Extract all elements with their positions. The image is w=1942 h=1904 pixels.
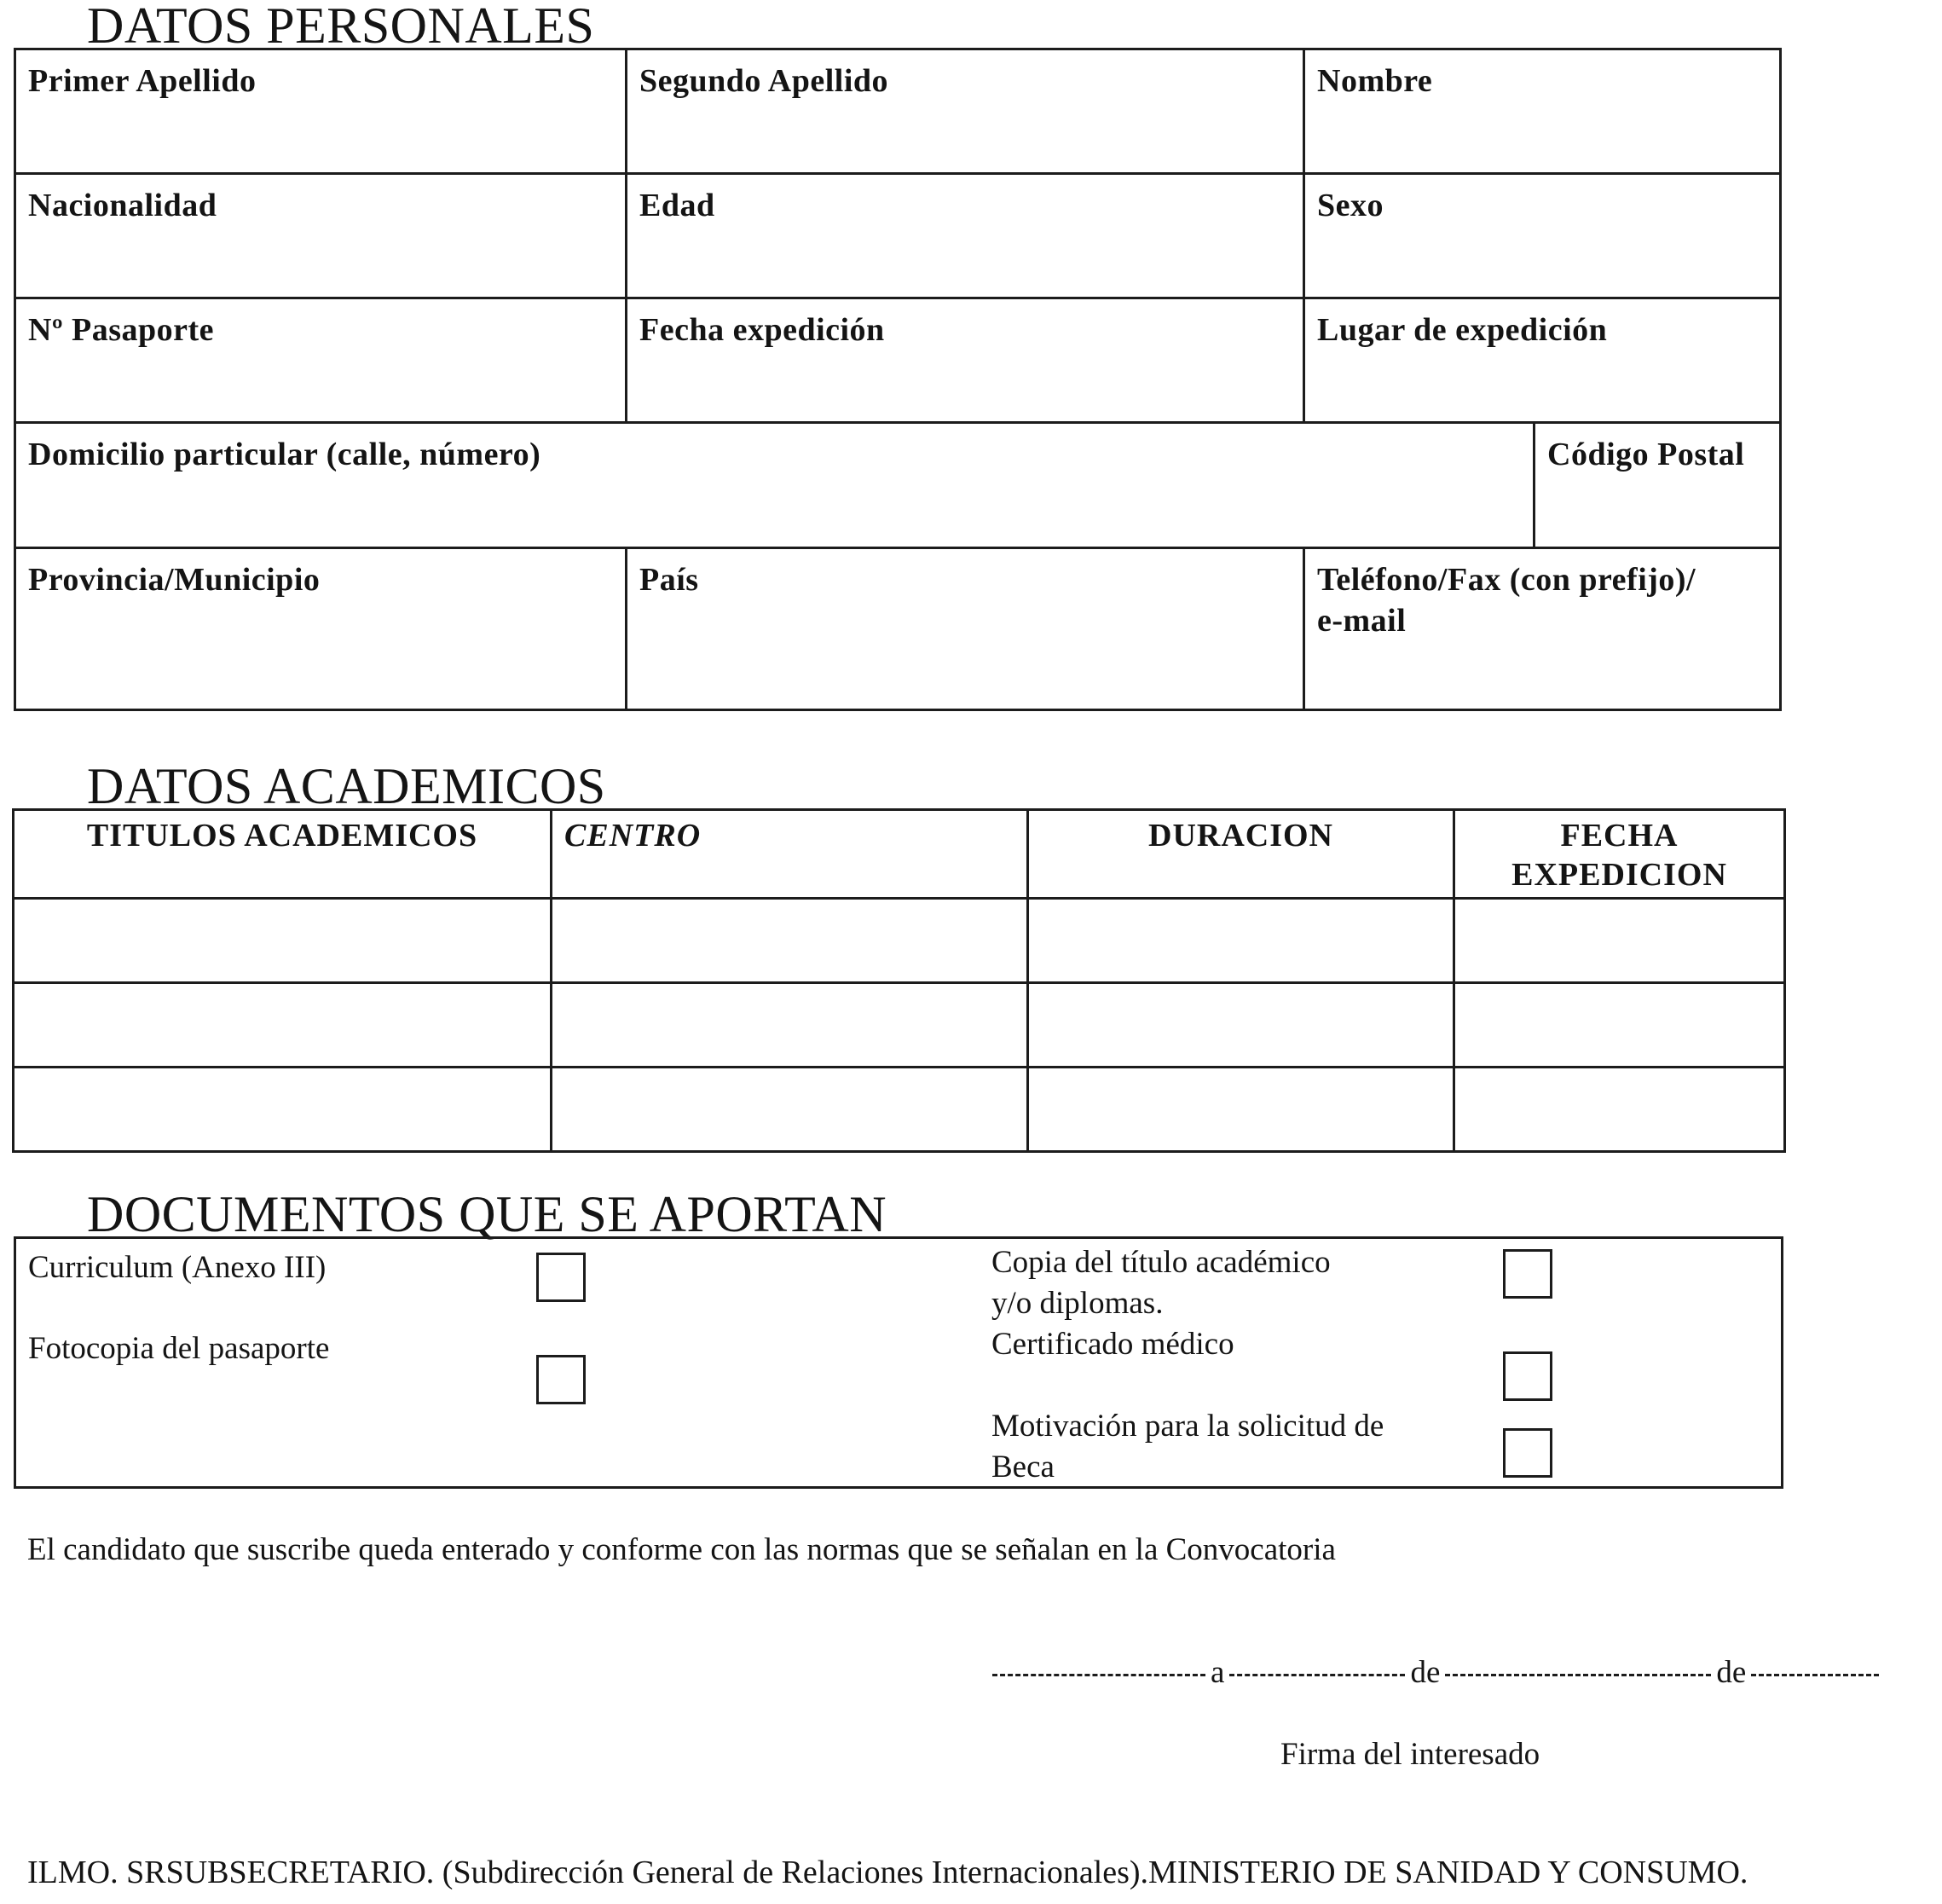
field-label: Lugar de expedición xyxy=(1317,312,1608,348)
table-cell[interactable] xyxy=(552,983,1028,1068)
field-provincia[interactable] xyxy=(16,549,627,709)
field-label: Sexo xyxy=(1317,188,1384,223)
field-segundo-apellido[interactable] xyxy=(627,50,1305,175)
field-label: Segundo Apellido xyxy=(639,63,889,99)
field-pais[interactable] xyxy=(627,549,1305,709)
field-telefono[interactable] xyxy=(1305,549,1779,709)
field-label: Nº Pasaporte xyxy=(28,312,215,348)
doc-label-curriculum: Curriculum (Anexo III) xyxy=(28,1250,327,1285)
date-sep-de: de xyxy=(1410,1655,1441,1690)
field-pasaporte[interactable] xyxy=(16,299,627,424)
table-cell[interactable] xyxy=(1454,983,1785,1068)
field-label: Fecha expedición xyxy=(639,312,885,348)
checkbox-motivacion[interactable] xyxy=(1503,1428,1552,1478)
field-nacionalidad[interactable] xyxy=(16,175,627,299)
section-title-personal: DATOS PERSONALES xyxy=(87,0,595,54)
table-cell[interactable] xyxy=(1028,983,1454,1068)
table-cell[interactable] xyxy=(14,899,552,983)
date-sep-de: de xyxy=(1716,1655,1747,1690)
table-cell[interactable] xyxy=(1454,1068,1785,1152)
field-edad[interactable] xyxy=(627,175,1305,299)
field-nombre[interactable] xyxy=(1305,50,1779,175)
field-sexo[interactable] xyxy=(1305,175,1779,299)
table-cell[interactable] xyxy=(552,1068,1028,1152)
place-blank[interactable] xyxy=(992,1674,1205,1676)
field-label: Domicilio particular (calle, número) xyxy=(28,437,541,472)
doc-label-motivacion: Motivación para la solicitud de Beca xyxy=(991,1409,1384,1484)
field-label: Teléfono/Fax (con prefijo)/ xyxy=(1317,562,1696,598)
checkbox-curriculum[interactable] xyxy=(536,1253,586,1302)
field-label: Nacionalidad xyxy=(28,188,217,223)
field-label: Edad xyxy=(639,188,715,223)
field-label: Primer Apellido xyxy=(28,63,257,99)
academic-data-table xyxy=(12,808,1786,1153)
statement-text: El candidato que suscribe queda enterado y conforme con las normas que se señalan en la Convocatoria xyxy=(27,1532,1336,1567)
field-primer-apellido[interactable] xyxy=(16,50,627,175)
field-label: País xyxy=(639,562,699,598)
footer-addressee: ILMO. SRSUBSECRETARIO. (Subdirección General de Relaciones Internacionales).MINISTERIO DE SANIDAD Y CONSUMO. xyxy=(27,1855,1748,1890)
documents-box xyxy=(14,1236,1783,1489)
signature-label: Firma del interesado xyxy=(1280,1737,1540,1772)
year-blank[interactable] xyxy=(1751,1674,1879,1676)
field-label: Provincia/Municipio xyxy=(28,562,321,598)
field-domicilio[interactable] xyxy=(16,424,1535,549)
doc-label-certificado: Certificado médico xyxy=(991,1327,1234,1362)
table-row xyxy=(14,899,1785,983)
table-cell[interactable] xyxy=(14,983,552,1068)
doc-label-copia-titulo: Copia del título académico y/o diplomas. xyxy=(991,1245,1331,1321)
table-cell[interactable] xyxy=(1028,1068,1454,1152)
checkbox-certificado[interactable] xyxy=(1503,1351,1552,1401)
column-header-titulos: TITULOS ACADEMICOS xyxy=(14,810,552,899)
table-cell[interactable] xyxy=(552,899,1028,983)
table-header-row xyxy=(14,810,1785,899)
checkbox-copia-titulo[interactable] xyxy=(1503,1249,1552,1299)
date-sep-a: a xyxy=(1211,1655,1225,1690)
place-date-line xyxy=(987,1652,1884,1693)
field-fecha-expedicion[interactable] xyxy=(627,299,1305,424)
column-header-centro: CENTRO xyxy=(552,810,1028,899)
checkbox-fotocopia[interactable] xyxy=(536,1355,586,1404)
column-header-fecha-expedicion: FECHA EXPEDICION xyxy=(1454,810,1785,899)
column-header-duracion: DURACION xyxy=(1028,810,1454,899)
table-row xyxy=(14,1068,1785,1152)
section-title-academic: DATOS ACADEMICOS xyxy=(87,758,606,814)
table-cell[interactable] xyxy=(14,1068,552,1152)
table-row xyxy=(14,983,1785,1068)
doc-label-fotocopia: Fotocopia del pasaporte xyxy=(28,1331,330,1366)
field-codigo-postal[interactable] xyxy=(1535,424,1779,549)
day-blank[interactable] xyxy=(1229,1674,1405,1676)
section-title-documents: DOCUMENTOS QUE SE APORTAN xyxy=(87,1186,887,1242)
field-label: Código Postal xyxy=(1547,437,1745,472)
month-blank[interactable] xyxy=(1445,1674,1711,1676)
table-cell[interactable] xyxy=(1028,899,1454,983)
field-lugar-expedicion[interactable] xyxy=(1305,299,1779,424)
field-label: e-mail xyxy=(1317,603,1407,639)
personal-data-grid xyxy=(14,48,1782,711)
table-cell[interactable] xyxy=(1454,899,1785,983)
field-label: Nombre xyxy=(1317,63,1433,99)
